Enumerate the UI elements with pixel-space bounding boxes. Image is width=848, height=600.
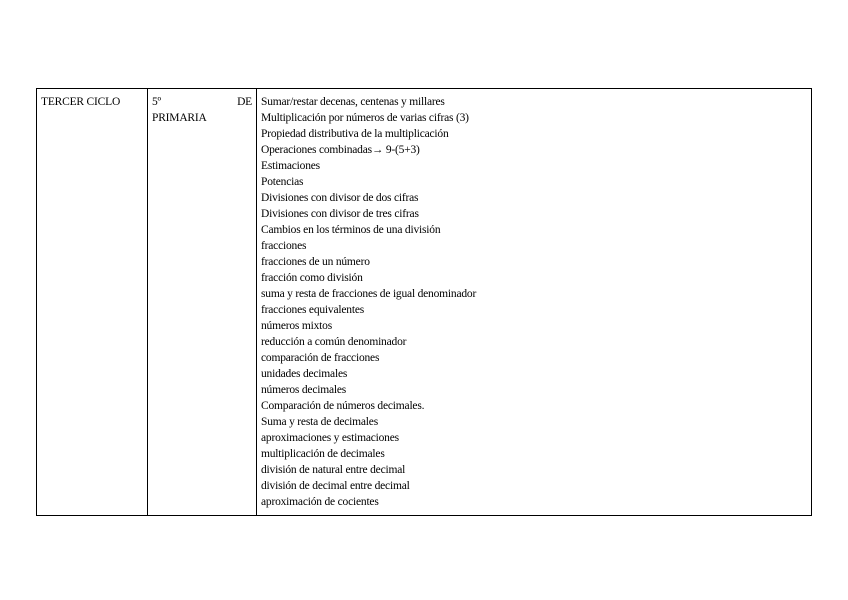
topic-item: fracciones equivalentes: [261, 304, 364, 316]
topic-item: Cambios en los términos de una división: [261, 224, 441, 236]
topic-item: Potencias: [261, 176, 304, 188]
topic-item: Operaciones combinadas→ 9-(5+3): [261, 144, 420, 156]
grade-de: DE: [237, 96, 252, 108]
topic-item: Comparación de números decimales.: [261, 400, 425, 412]
topic-item: números mixtos: [261, 320, 332, 332]
topic-list: [261, 94, 807, 510]
topic-item: fracción como división: [261, 272, 363, 284]
topic-item: comparación de fracciones: [261, 352, 380, 364]
topic-item: Multiplicación por números de varias cifras (3): [261, 112, 469, 124]
grade-number: 5º: [152, 96, 161, 108]
topics-cell: [257, 89, 812, 516]
topic-item: Divisiones con divisor de tres cifras: [261, 208, 419, 220]
topic-item: unidades decimales: [261, 368, 348, 380]
topic-item: división de decimal entre decimal: [261, 480, 410, 492]
cycle-cell: [37, 89, 148, 516]
topic-item: multiplicación de decimales: [261, 448, 385, 460]
topic-item: fracciones de un número: [261, 256, 370, 268]
grade-line-1: [152, 94, 252, 110]
topic-item: números decimales: [261, 384, 347, 396]
topic-item: Propiedad distributiva de la multiplicación: [261, 128, 449, 140]
topic-item: aproximación de cocientes: [261, 496, 379, 508]
topic-item: Divisiones con divisor de dos cifras: [261, 192, 419, 204]
topic-item: fracciones: [261, 240, 307, 252]
topic-item: reducción a común denominador: [261, 336, 407, 348]
topic-item: división de natural entre decimal: [261, 464, 406, 476]
curriculum-table: [36, 88, 812, 516]
topic-item: Estimaciones: [261, 160, 320, 172]
topic-item: suma y resta de fracciones de igual denominador: [261, 288, 477, 300]
table-row: [37, 89, 812, 516]
grade-level: PRIMARIA: [152, 112, 207, 124]
topic-item: Sumar/restar decenas, centenas y millares: [261, 96, 445, 108]
topic-item: Suma y resta de decimales: [261, 416, 378, 428]
topic-item: aproximaciones y estimaciones: [261, 432, 399, 444]
grade-cell: [148, 89, 257, 516]
cycle-label: TERCER CICLO: [41, 96, 121, 108]
